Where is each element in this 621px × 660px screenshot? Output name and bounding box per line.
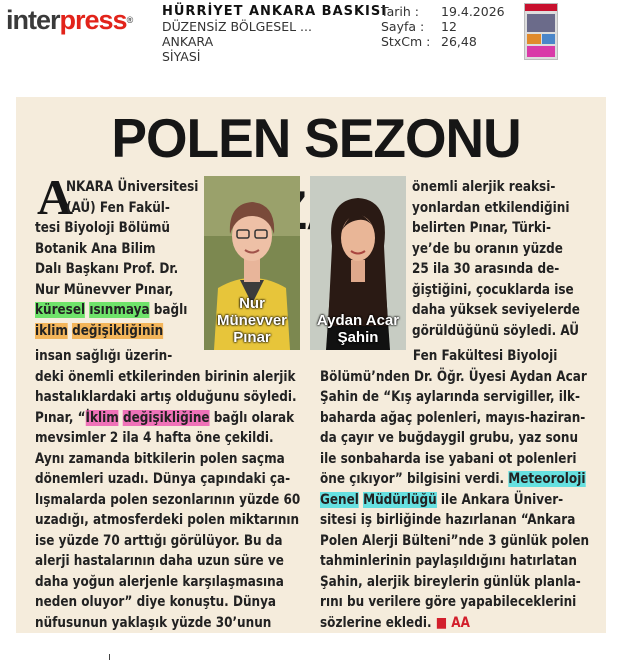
text-line: (AÜ) Fen Fakül- [65, 199, 170, 216]
column-2-lower [320, 346, 589, 633]
text-line: belirten Pınar, Türki- [412, 220, 551, 236]
stxcm-row [381, 34, 505, 49]
date-value: 19.4.2026 [441, 4, 505, 19]
text-line: Şahin de “Kış aylarında servigiller, ilk- [320, 389, 580, 405]
supplement-name: DÜZENSİZ BÖLGESEL ... [162, 19, 312, 34]
text-line: Bölümü’nden Dr. Öğr. Üyesi Aydan Acar [320, 368, 587, 385]
text-line: ise yüzde 70 arttığı görülüyor. Bu da [35, 532, 283, 549]
text-line: Aynı zamanda bitkilerin polen saçma [35, 450, 285, 467]
column-2-upper [412, 177, 580, 341]
text-line: tahminlerinin paylaşıldığını hatırlatan [320, 553, 578, 569]
highlight-term: Meteoroloji [508, 471, 586, 487]
text-line [35, 321, 198, 342]
page-value: 12 [441, 19, 457, 34]
text-line: küresel ısınmaya bağlı [35, 302, 188, 318]
end-mark: ■ AA [435, 614, 470, 631]
text-line: da çayır ve buğdaygil grubu, yaz sonu [320, 430, 579, 446]
photo-caption: Nur Münevver Pınar [216, 295, 288, 346]
highlight-term: değişikliğinin [72, 322, 164, 339]
text-line: Fen Fakültesi Biyoloji [412, 348, 558, 364]
text-line: nüfusunun yaklaşık yüzde 30’unun [35, 614, 272, 631]
text-line: sözlerine ekledi. ■ AA [320, 614, 470, 631]
text-line: uzadığı, atmosferdeki polen miktarının [35, 512, 300, 528]
photo-caption: Aydan Acar Şahin [316, 312, 400, 346]
column-1-upper [35, 169, 199, 341]
text-line: Şahin, alerjik bireylerin günlük planla- [320, 573, 581, 590]
highlight-term: Müdürlüğü [363, 491, 437, 508]
text-line: insan sağlığı üzerin- [35, 348, 173, 364]
text-line: ğiştiğini, çocuklarda ise [412, 281, 574, 298]
text-line: Botanik Ana Bilim [35, 240, 156, 257]
text-line: Genel Müdürlüğü ile Ankara Üniver- [320, 491, 564, 508]
drop-cap: A [37, 169, 74, 225]
stxcm-label: StxCm : [381, 34, 431, 49]
text-line: rını bu verilere göre yapabileceklerini [320, 594, 577, 610]
page-tick-mark [109, 654, 110, 660]
text-line: NKARA Üniversitesi [65, 179, 199, 195]
text-line: önemli alerjik reaksi- [412, 179, 556, 195]
page-label: Sayfa : [381, 19, 425, 34]
highlight-term: değişikliğine [122, 409, 210, 426]
portrait-photo-nur-munevver-pinar [204, 176, 300, 350]
text-line: Nur Münevver Pınar, [35, 281, 174, 298]
logo-registered-mark: ® [126, 15, 134, 25]
text-line: lışmalarda polen sezonlarının yüzde 60 [35, 491, 301, 508]
newspaper-page-thumbnail[interactable] [524, 3, 558, 60]
text-line: Dalı Başkanı Prof. Dr. [35, 261, 179, 277]
interpress-logo [6, 4, 133, 36]
highlight-term: küresel [35, 302, 86, 318]
text-line: yonlardan etkilendiğini [412, 199, 570, 216]
highlight-term: Genel [320, 491, 359, 508]
text-line: neden oluyor” diye konuştu. Dünya [35, 594, 277, 610]
stxcm-value: 26,48 [441, 34, 477, 49]
text-line: daha yüksek seviyelerde [412, 302, 580, 318]
text-line: deki önemli etkilerinden birinin alerjik [35, 368, 296, 385]
text-line: hastalıklardaki artış olduğunu söyledi. [35, 389, 297, 405]
text-line: alerji hastalarının daha uzun süre ve [35, 553, 284, 569]
page-row [381, 19, 505, 34]
text-line: daha yoğun alerjenle karşılaşmasına [35, 573, 284, 590]
article-clipping [16, 97, 606, 633]
text-line: mevsimler 2 ila 4 hafta öne çekildi. [35, 430, 274, 446]
highlight-term: iklim [35, 322, 68, 339]
text-line: 25 ila 30 arasında de- [412, 261, 560, 277]
highlight-term: ısınmaya [89, 302, 150, 318]
text-line: baharda ağaç polenleri, mayıs-hazi̇ran- [320, 409, 586, 426]
portrait-photo-aydan-acar-sahin [310, 176, 406, 350]
column-1-lower [35, 346, 300, 633]
text-line: tesi Biyoloji Bölümü [35, 220, 170, 236]
logo-part-inter: inter [6, 5, 60, 35]
text-line: öne çıkıyor” bilgisini verdi. Meteoroloji [320, 471, 586, 487]
text-line: ile sonbaharda ise yabani ot polenleri [320, 450, 577, 467]
date-label: Tarih : [381, 4, 419, 19]
text-line: görüldüğünü söyledi. AÜ [412, 322, 580, 339]
highlight-term: İklim [85, 409, 119, 426]
publication-name: HÜRRİYET ANKARA BASKISI [162, 4, 388, 19]
date-row [381, 4, 505, 19]
publication-info [162, 4, 387, 64]
logo-part-press: press [59, 5, 127, 35]
text-line: Polen Alerji Bülteni”nde 3 günlük polen [320, 532, 590, 549]
text-line: sitesi iş birliğinde hazırlanan “Ankara [320, 512, 576, 528]
article-headline: POLEN SEZONU [111, 107, 521, 169]
text-line: ye’de bu oranın yüzde [412, 240, 563, 257]
category-name: SİYASİ [162, 49, 201, 64]
clip-meta [381, 4, 505, 49]
text-line: dönemleri uzadı. Dünya çapındaki ça- [35, 471, 291, 487]
city-name: ANKARA [162, 34, 214, 49]
text-line: Pınar, “İklim değişikliğine bağlı olarak [35, 409, 295, 426]
